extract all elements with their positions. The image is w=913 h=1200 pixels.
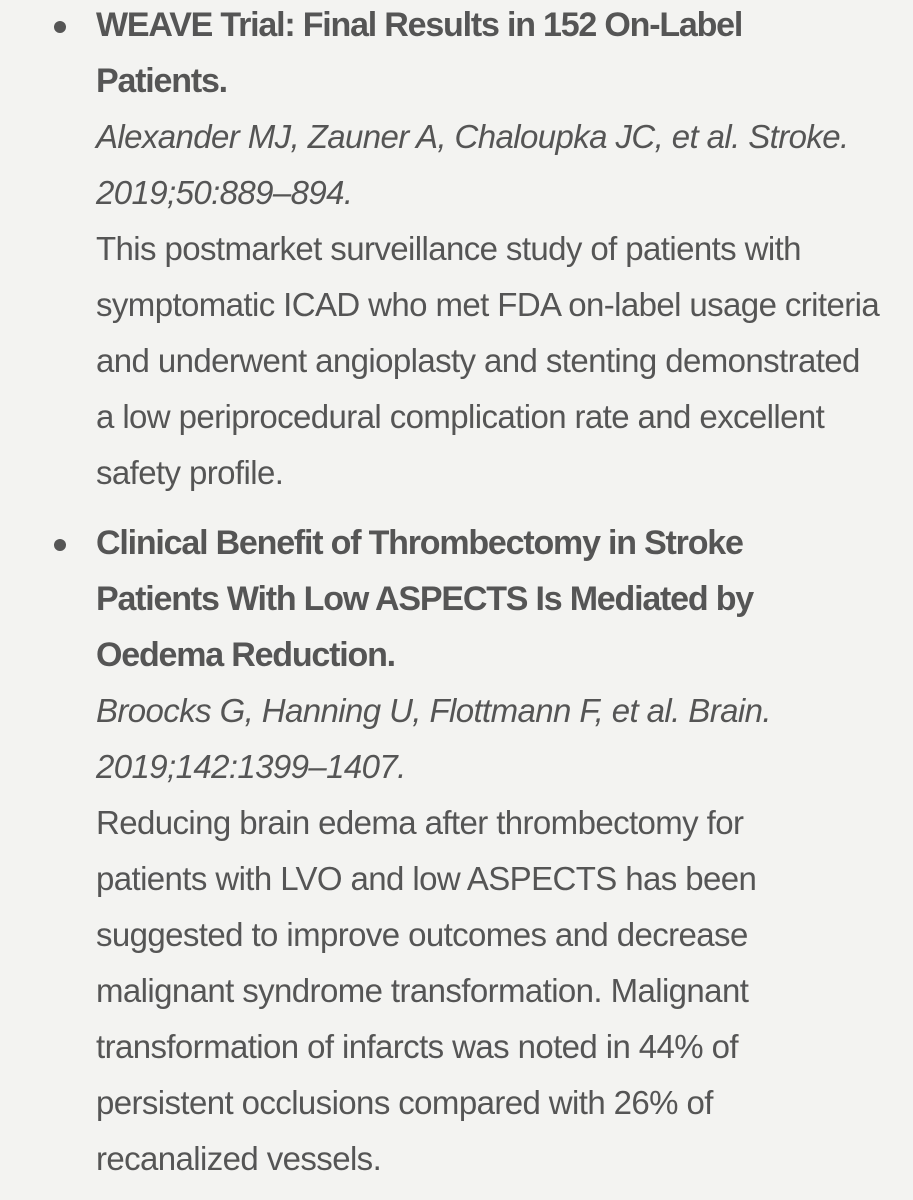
reference-item [0,515,913,1187]
reference-title: WEAVE Trial: Final Results in 152 On-Label Patients. [96,6,743,100]
reference-item [0,0,913,501]
reference-summary: Reducing brain edema after thrombectomy for patients with LVO and low ASPECTS has been suggested to improve outcomes and decrease malignant syndrome transformation. Malignant transformation of infarcts was noted in 44% of persistent occlusions compared with 26% of recanalized vessels. [96,804,757,1177]
reference-title-block [96,0,893,109]
reference-title: Clinical Benefit of Thrombectomy in Stroke Patients With Low ASPECTS Is Mediated by Oedema Reduction. [96,524,753,674]
reference-citation: Broocks G, Hanning U, Flottmann F, et al. Brain. 2019;142:1399–1407. [96,692,771,785]
bullet-icon [54,539,66,551]
reference-citation: Alexander MJ, Zauner A, Chaloupka JC, et al. Stroke. 2019;50:889–894. [96,118,849,211]
reference-summary: This postmarket surveillance study of patients with symptomatic ICAD who met FDA on-label usage criteria and underwent angioplasty and stenting demonstrated a low periprocedural complication rate and excellent safety profile. [96,230,880,491]
bullet-icon [54,21,66,33]
